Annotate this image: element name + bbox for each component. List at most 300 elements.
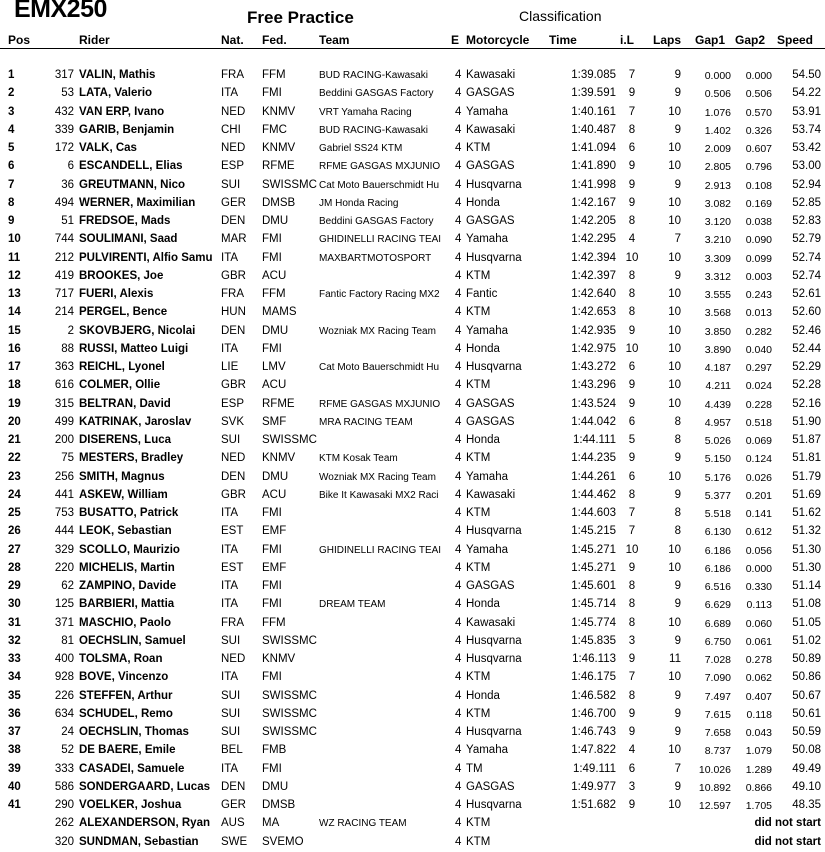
rider-nationality: GBR: [221, 379, 246, 392]
rider-name: PULVIRENTI, Alfio Samu: [79, 251, 213, 264]
motorcycle-brand: Husqvarna: [466, 799, 522, 811]
row-position: 6: [8, 160, 15, 173]
rider-federation: EMF: [262, 561, 287, 574]
motorcycle-brand: Yamaha: [466, 543, 508, 556]
best-lap-index: 4: [628, 744, 636, 757]
motorcycle-brand: Fantic: [466, 288, 498, 300]
table-row: [0, 633, 825, 651]
lap-count: 10: [668, 105, 681, 118]
rider-number: 333: [54, 762, 74, 775]
rider-team: DREAM TEAM: [319, 599, 386, 611]
rider-team: Wozniak MX Racing Team: [319, 325, 436, 337]
rider-federation: FMI: [262, 342, 282, 355]
best-lap-time: 1:44.261: [571, 470, 616, 483]
table-row: [0, 377, 825, 395]
gap-to-previous: 0.570: [745, 106, 772, 119]
motorcycle-brand: Honda: [466, 196, 500, 209]
rider-number: 371: [54, 616, 74, 629]
rider-nationality: SVK: [221, 415, 245, 428]
rider-nationality: MAR: [221, 233, 247, 246]
engine-class: 4: [455, 726, 462, 738]
rider-federation: FMI: [262, 598, 282, 611]
rider-nationality: SUI: [221, 707, 241, 720]
motorcycle-brand: KTM: [466, 507, 491, 519]
motorcycle-brand: GASGAS: [466, 160, 515, 173]
lap-count: 10: [668, 744, 681, 757]
gap-to-previous: 0.040: [745, 343, 772, 356]
start-status: did not start: [754, 835, 821, 848]
engine-class: 4: [455, 306, 462, 319]
motorcycle-brand: Yamaha: [466, 470, 508, 483]
best-lap-index: 9: [628, 196, 636, 209]
rider-federation: DMU: [262, 324, 289, 337]
best-lap-time: 1:45.271: [571, 543, 616, 556]
best-lap-index: 10: [625, 342, 639, 355]
rider-number: 339: [54, 123, 74, 136]
rider-team: GHIDINELLI RACING TEAI: [319, 544, 442, 556]
rider-federation: DMU: [262, 215, 289, 227]
classification-label: Classification: [519, 8, 602, 24]
col-il: i.L: [620, 33, 634, 47]
rider-number: 24: [61, 726, 74, 738]
rider-federation: MA: [262, 817, 280, 830]
best-lap-time: 1:40.487: [571, 123, 616, 136]
gap-to-leader: 4.957: [704, 416, 731, 429]
rider-federation: ACU: [262, 379, 287, 392]
best-lap-time: 1:47.822: [571, 744, 616, 757]
gap-to-previous: 0.141: [745, 508, 772, 520]
rider-number: 717: [54, 288, 74, 300]
rider-team: JM Honda Racing: [319, 197, 399, 209]
rider-nationality: DEN: [221, 324, 246, 337]
best-lap-index: 9: [628, 707, 636, 720]
rider-nationality: FRA: [221, 288, 244, 300]
rider-name: CASADEI, Samuele: [79, 762, 185, 775]
table-row: [0, 505, 825, 523]
lap-count: 9: [674, 580, 681, 592]
lap-count: 9: [674, 780, 681, 793]
rider-number: 52: [61, 744, 74, 757]
start-status: did not start: [754, 817, 821, 830]
lap-count: 9: [674, 269, 681, 282]
motorcycle-brand: Yamaha: [466, 105, 508, 118]
rider-federation: FMI: [262, 507, 282, 519]
rider-federation: ACU: [262, 269, 287, 282]
best-lap-time: 1:44.111: [572, 434, 616, 446]
row-position: 23: [8, 470, 21, 483]
engine-class: 4: [455, 361, 462, 373]
average-speed: 52.61: [792, 288, 821, 300]
gap-to-leader: 5.026: [704, 435, 731, 447]
best-lap-index: 5: [628, 434, 636, 446]
gap-to-previous: 0.407: [745, 690, 772, 703]
best-lap-index: 9: [628, 452, 636, 465]
rider-number: 634: [54, 707, 74, 720]
gap-to-leader: 6.186: [704, 544, 731, 557]
rider-federation: DMU: [262, 780, 289, 793]
best-lap-index: 9: [628, 379, 636, 392]
rider-number: 2: [67, 324, 74, 337]
rider-team: Beddini GASGAS Factory: [319, 88, 434, 100]
gap-to-previous: 0.060: [745, 617, 772, 630]
rider-team: Cat Moto Bauerschmidt Hu: [319, 362, 440, 373]
lap-count: 8: [674, 507, 681, 519]
best-lap-time: 1:39.591: [571, 87, 616, 100]
gap-to-leader: 2.805: [704, 161, 731, 174]
lap-count: 10: [668, 196, 681, 209]
best-lap-index: 9: [628, 160, 636, 173]
gap-to-leader: 6.130: [704, 526, 731, 539]
col-rider: Rider: [79, 33, 110, 47]
motorcycle-brand: GASGAS: [466, 215, 515, 227]
table-row: [0, 268, 825, 286]
average-speed: 53.42: [792, 142, 821, 154]
engine-class: 4: [455, 105, 462, 118]
rider-name: OECHSLIN, Samuel: [79, 634, 186, 647]
motorcycle-brand: KTM: [466, 142, 491, 154]
rider-name: BUSATTO, Patrick: [79, 507, 179, 519]
rider-nationality: AUS: [221, 817, 245, 830]
average-speed: 51.87: [792, 434, 821, 446]
gap-to-leader: 7.028: [704, 654, 731, 666]
best-lap-index: 8: [628, 689, 636, 702]
average-speed: 52.94: [792, 178, 821, 191]
rider-nationality: DEN: [221, 780, 246, 793]
average-speed: 50.86: [792, 671, 821, 684]
classification-table: [0, 67, 825, 852]
engine-class: 4: [455, 379, 462, 392]
row-position: 35: [8, 689, 21, 702]
lap-count: 8: [674, 434, 681, 446]
rider-team: MAXBARTMOTOSPORT: [319, 252, 432, 264]
lap-count: 9: [674, 634, 681, 647]
rider-number: 226: [54, 689, 74, 702]
rider-number: 62: [61, 580, 74, 592]
motorcycle-brand: Honda: [466, 434, 500, 446]
row-position: 29: [8, 580, 21, 592]
gap-to-leader: 10.892: [698, 781, 731, 794]
average-speed: 51.81: [792, 452, 821, 465]
gap-to-previous: 0.326: [745, 124, 772, 137]
rider-number: 586: [54, 780, 74, 793]
gap-to-previous: 0.243: [745, 289, 772, 301]
lap-count: 9: [674, 689, 681, 702]
best-lap-time: 1:42.167: [571, 196, 616, 209]
average-speed: 54.50: [792, 69, 821, 81]
lap-count: 10: [668, 324, 681, 337]
gap-to-leader: 7.658: [704, 727, 731, 739]
gap-to-previous: 0.607: [745, 143, 772, 155]
motorcycle-brand: TM: [466, 762, 483, 775]
engine-class: 4: [455, 561, 462, 574]
average-speed: 52.85: [792, 196, 821, 209]
engine-class: 4: [455, 233, 462, 246]
rider-name: COLMER, Ollie: [79, 379, 161, 392]
row-position: 16: [8, 342, 21, 355]
best-lap-time: 1:41.998: [571, 178, 616, 191]
row-position: 20: [8, 415, 21, 428]
gap-to-previous: 0.038: [745, 216, 772, 228]
table-row: [0, 615, 825, 633]
rider-number: 212: [54, 251, 74, 264]
rider-number: 256: [54, 470, 74, 483]
rider-number: 125: [54, 598, 74, 611]
table-row: [0, 213, 825, 231]
rider-nationality: ESP: [221, 160, 245, 173]
best-lap-index: 8: [628, 598, 636, 611]
table-row: [0, 688, 825, 706]
engine-class: 4: [455, 342, 462, 355]
gap-to-leader: 7.090: [704, 672, 731, 685]
rider-name: STEFFEN, Arthur: [79, 689, 173, 702]
rider-nationality: SUI: [221, 434, 241, 446]
best-lap-time: 1:42.295: [571, 233, 616, 246]
best-lap-index: 9: [628, 87, 636, 100]
best-lap-index: 9: [628, 561, 636, 574]
rider-federation: SVEMO: [262, 835, 304, 848]
best-lap-time: 1:45.215: [571, 525, 616, 538]
gap-to-previous: 0.069: [745, 435, 772, 447]
rider-federation: ACU: [262, 488, 287, 501]
table-row: [0, 487, 825, 505]
rider-federation: RFME: [262, 397, 295, 410]
rider-number: 220: [54, 561, 74, 574]
rider-name: FUERI, Alexis: [79, 288, 154, 300]
gap-to-previous: 0.201: [745, 489, 772, 502]
best-lap-time: 1:46.700: [571, 707, 616, 720]
best-lap-index: 6: [628, 762, 636, 775]
rider-name: ASKEW, William: [79, 488, 168, 501]
rider-team: RFME GASGAS MXJUNIO: [319, 398, 441, 410]
rider-team: MRA RACING TEAM: [319, 416, 413, 428]
lap-count: 10: [668, 799, 681, 811]
row-position: 11: [8, 251, 21, 264]
average-speed: 51.32: [792, 525, 821, 538]
gap-to-leader: 2.009: [704, 143, 731, 155]
rider-nationality: GBR: [221, 269, 246, 282]
best-lap-index: 9: [628, 653, 636, 665]
lap-count: 8: [674, 415, 681, 428]
rider-nationality: ITA: [221, 251, 239, 264]
gap-to-previous: 0.000: [745, 562, 772, 575]
engine-class: 4: [455, 780, 462, 793]
rider-federation: KNMV: [262, 653, 296, 665]
lap-count: 10: [668, 397, 681, 410]
average-speed: 50.59: [792, 726, 821, 738]
table-row: [0, 432, 825, 450]
average-speed: 49.10: [792, 780, 821, 793]
table-row: [0, 341, 825, 359]
table-row: [0, 797, 825, 815]
rider-federation: MAMS: [262, 306, 297, 319]
row-position: 10: [8, 233, 21, 246]
rider-name: LEOK, Sebastian: [79, 525, 172, 538]
rider-federation: FMB: [262, 744, 287, 757]
motorcycle-brand: KTM: [466, 452, 491, 465]
rider-name: BELTRAN, David: [79, 397, 171, 410]
rider-name: TOLSMA, Roan: [79, 653, 163, 665]
best-lap-index: 6: [628, 142, 636, 154]
engine-class: 4: [455, 762, 462, 775]
lap-count: 10: [668, 215, 681, 227]
table-row: [0, 323, 825, 341]
rider-nationality: NED: [221, 653, 246, 665]
table-row: [0, 834, 825, 852]
rider-team: GHIDINELLI RACING TEAI: [319, 234, 442, 246]
lap-count: 9: [674, 707, 681, 720]
row-position: 34: [8, 671, 21, 684]
engine-class: 4: [455, 543, 462, 556]
rider-nationality: ESP: [221, 397, 245, 410]
gap-to-leader: 0.000: [704, 70, 731, 82]
rider-name: FREDSOE, Mads: [79, 215, 171, 227]
row-position: 9: [8, 215, 15, 227]
gap-to-previous: 0.278: [745, 654, 772, 666]
engine-class: 4: [455, 707, 462, 720]
table-row: [0, 578, 825, 596]
lap-count: 9: [674, 69, 681, 81]
rider-number: 172: [54, 142, 74, 154]
best-lap-time: 1:46.582: [571, 689, 616, 702]
best-lap-time: 1:46.743: [571, 726, 616, 738]
rider-nationality: BEL: [221, 744, 243, 757]
best-lap-time: 1:45.774: [571, 616, 616, 629]
gap-to-leader: 1.076: [704, 106, 731, 119]
rider-federation: FFM: [262, 69, 286, 81]
col-speed: Speed: [777, 33, 814, 47]
best-lap-time: 1:42.975: [571, 342, 616, 355]
best-lap-time: 1:42.394: [571, 251, 616, 264]
rider-name: MESTERS, Bradley: [79, 452, 184, 465]
rider-federation: FMI: [262, 251, 282, 264]
motorcycle-brand: Kawasaki: [466, 488, 516, 501]
row-position: 27: [8, 543, 21, 556]
table-row: [0, 250, 825, 268]
gap-to-leader: 6.516: [704, 581, 731, 593]
row-position: 15: [8, 324, 21, 337]
table-row: [0, 779, 825, 797]
best-lap-time: 1:44.235: [571, 452, 616, 465]
table-row: [0, 560, 825, 578]
gap-to-previous: 0.866: [745, 781, 772, 794]
rider-number: 214: [54, 306, 74, 319]
rider-nationality: SUI: [221, 634, 241, 647]
table-row: [0, 761, 825, 779]
lap-count: 10: [668, 361, 681, 373]
best-lap-index: 8: [628, 288, 636, 300]
best-lap-time: 1:49.111: [572, 762, 616, 775]
row-position: 17: [8, 361, 21, 373]
gap-to-previous: 0.796: [745, 161, 772, 174]
motorcycle-brand: KTM: [466, 817, 491, 830]
average-speed: 50.61: [792, 707, 821, 720]
row-position: 41: [8, 799, 21, 811]
engine-class: 4: [455, 470, 462, 483]
rider-federation: SWISSMC: [262, 689, 317, 702]
rider-nationality: EST: [221, 561, 244, 574]
rider-federation: DMSB: [262, 799, 296, 811]
engine-class: 4: [455, 142, 462, 154]
motorcycle-brand: KTM: [466, 306, 491, 319]
col-fed: Fed.: [262, 33, 287, 47]
rider-number: 320: [54, 835, 74, 848]
gap-to-leader: 5.176: [704, 471, 731, 484]
rider-name: SONDERGAARD, Lucas: [79, 780, 210, 793]
lap-count: 8: [674, 525, 681, 538]
gap-to-leader: 6.750: [704, 635, 731, 648]
lap-count: 10: [668, 251, 681, 264]
average-speed: 51.02: [792, 634, 821, 647]
lap-count: 7: [674, 233, 681, 246]
engine-class: 4: [455, 397, 462, 410]
engine-class: 4: [455, 653, 462, 665]
motorcycle-brand: Kawasaki: [466, 123, 516, 136]
row-position: 32: [8, 634, 21, 647]
gap-to-leader: 8.737: [704, 745, 731, 758]
rider-name: VALK, Cas: [79, 142, 137, 154]
page-title: EMX250: [14, 0, 107, 23]
gap-to-previous: 0.099: [745, 252, 772, 265]
best-lap-time: 1:45.835: [571, 634, 616, 647]
gap-to-leader: 6.689: [704, 617, 731, 630]
gap-to-leader: 3.210: [704, 234, 731, 247]
gap-to-leader: 10.026: [698, 763, 731, 776]
gap-to-leader: 3.850: [704, 325, 731, 338]
gap-to-leader: 4.439: [704, 398, 731, 411]
lap-count: 10: [668, 543, 681, 556]
gap-to-previous: 0.090: [745, 234, 772, 247]
gap-to-previous: 0.282: [745, 325, 772, 338]
average-speed: 51.69: [792, 488, 821, 501]
engine-class: 4: [455, 434, 462, 446]
rider-nationality: FRA: [221, 616, 244, 629]
motorcycle-brand: Husqvarna: [466, 634, 522, 647]
rider-number: 744: [54, 233, 74, 246]
rider-team: VRT Yamaha Racing: [319, 106, 412, 118]
rider-number: 51: [61, 215, 74, 227]
best-lap-index: 9: [628, 324, 636, 337]
gap-to-leader: 1.402: [704, 124, 731, 137]
row-position: 8: [8, 196, 15, 209]
lap-count: 10: [668, 379, 681, 392]
col-pos: Pos: [8, 33, 31, 47]
lap-count: 9: [674, 178, 681, 191]
gap-to-leader: 3.120: [704, 216, 731, 228]
engine-class: 4: [455, 251, 462, 264]
best-lap-index: 6: [628, 470, 636, 483]
table-row: [0, 523, 825, 541]
rider-nationality: CHI: [221, 123, 241, 136]
rider-federation: SWISSMC: [262, 707, 317, 720]
motorcycle-brand: Husqvarna: [466, 653, 522, 665]
session-title: Free Practice: [247, 8, 354, 27]
rider-federation: SWISSMC: [262, 178, 317, 191]
average-speed: 51.05: [792, 616, 821, 629]
rider-federation: SMF: [262, 415, 287, 428]
average-speed: 52.16: [792, 397, 821, 410]
engine-class: 4: [455, 123, 462, 136]
lap-count: 9: [674, 598, 681, 611]
best-lap-index: 8: [628, 488, 636, 501]
best-lap-index: 6: [628, 415, 636, 428]
rider-federation: FFM: [262, 288, 286, 300]
table-row: [0, 706, 825, 724]
rider-name: SCHUDEL, Remo: [79, 707, 173, 720]
rider-name: GREUTMANN, Nico: [79, 178, 186, 191]
rider-number: 753: [54, 507, 74, 519]
gap-to-previous: 1.705: [745, 800, 772, 812]
row-position: 1: [8, 69, 15, 81]
